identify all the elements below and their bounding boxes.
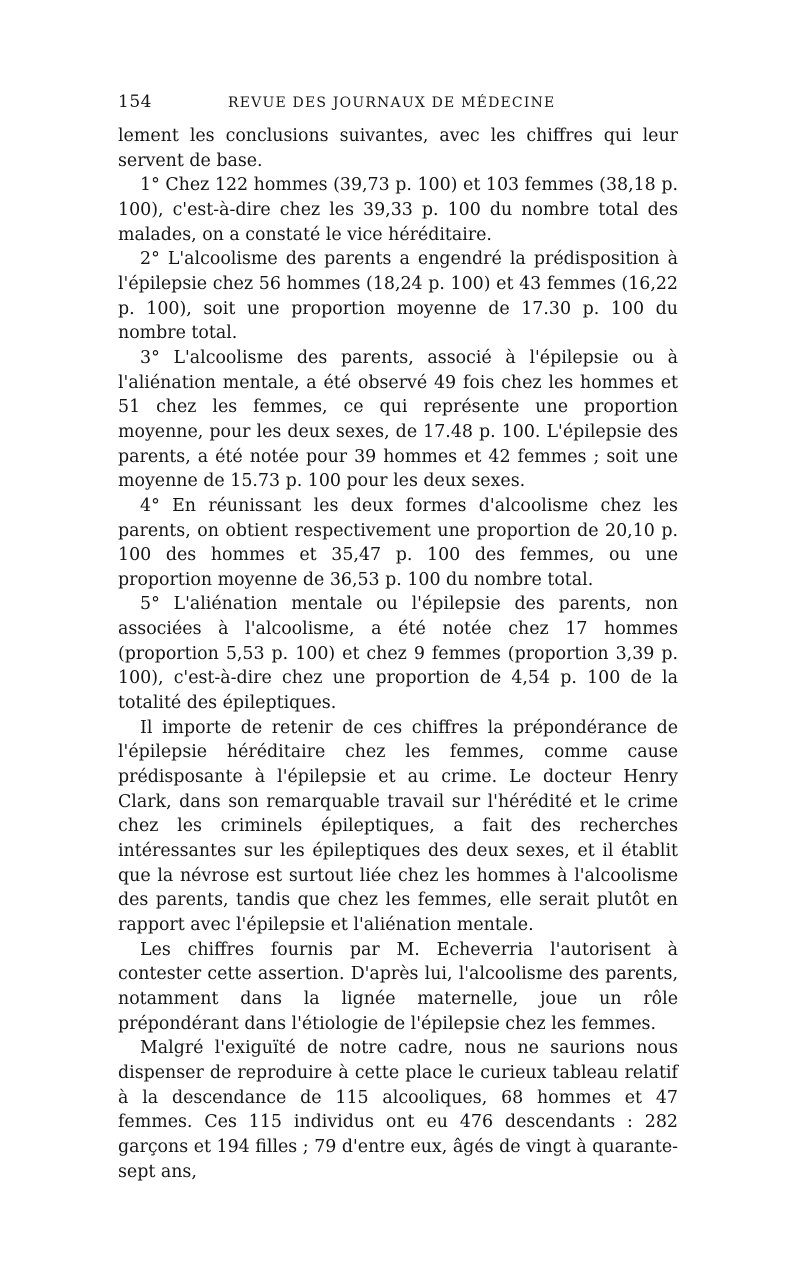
paragraph-heredity-discussion: Il importe de retenir de ces chiffres la prépondérance de l'épilepsie héréditaire chez les femmes, comme cause prédisposante à l'épilepsie et au crime. Le docteur Henry Clark, dans son remarquable travail sur l'hérédité et le crime chez les criminels épileptiques, a fait des recherches intéressantes sur les épileptiques des deux sexes, et il établit que la névrose est surtout liée chez les hommes à l'alcoolisme des parents, tandis que chez les femmes, elle serait plutôt en rapport avec l'épilepsie et l'aliénation mentale. (118, 717, 678, 935)
document-page (118, 92, 678, 1184)
running-title: REVUE DES JOURNAUX DE MÉDECINE (228, 95, 556, 111)
paragraph-point-2: 2° L'alcoolisme des parents a engendré la prédisposition à l'épilepsie chez 56 hommes (18,24 p. 100) et 43 femmes (16,22 p. 100), soit une proportion moyenne de 17.30 p. 100 du nombre total. (118, 249, 678, 344)
paragraph-descendance: Malgré l'exiguïté de notre cadre, nous ne saurions nous dispenser de reproduire à cette place le curieux tableau relatif à la descendance de 115 alcooliques, 68 hommes et 47 femmes. Ces 115 individus ont eu 476 descendants : 282 garçons et 194 filles ; 79 d'entre eux, âgés de vingt à quarante-sept ans, (118, 1038, 678, 1182)
paragraph-point-5: 5° L'aliénation mentale ou l'épilepsie des parents, non associées à l'alcoolisme, a été notée chez 17 hommes (proportion 5,53 p. 100) et chez 9 femmes (proportion 3,39 p. 100), c'est-à-dire chez une proportion de 4,54 p. 100 de la totalité des épileptiques. (118, 594, 678, 714)
paragraph-point-1: 1° Chez 122 hommes (39,73 p. 100) et 103 femmes (38,18 p. 100), c'est-à-dire chez les 39,33 p. 100 du nombre total des malades, on a constaté le vice héréditaire. (118, 175, 678, 245)
page-header (118, 92, 678, 120)
paragraph-point-4: 4° En réunissant les deux formes d'alcoolisme chez les parents, on obtient respectivement une proportion de 20,10 p. 100 des hommes et 35,47 p. 100 des femmes, ou une proportion moyenne de 36,53 p. 100 du nombre total. (118, 495, 678, 590)
paragraph-echeverria: Les chiffres fournis par M. Echeverria l'autorisent à contester cette assertion. D'après lui, l'alcoolisme des parents, notamment dans la lignée maternelle, joue un rôle prépondérant dans l'étiologie de l'épilepsie chez les femmes. (118, 939, 678, 1034)
paragraph-point-3: 3° L'alcoolisme des parents, associé à l'épilepsie ou à l'aliénation mentale, a été observé 49 fois chez les hommes et 51 chez les femmes, ce qui représente une proportion moyenne, pour les deux sexes, de 17.48 p. 100. L'épilepsie des parents, a été notée pour 39 hommes et 42 femmes ; soit une moyenne de 15.73 p. 100 pour les deux sexes. (118, 347, 678, 492)
paragraph-continuation: lement les conclusions suivantes, avec les chiffres qui leur servent de base. (118, 126, 678, 171)
body-text (118, 124, 678, 1184)
page-number: 154 (118, 92, 152, 112)
